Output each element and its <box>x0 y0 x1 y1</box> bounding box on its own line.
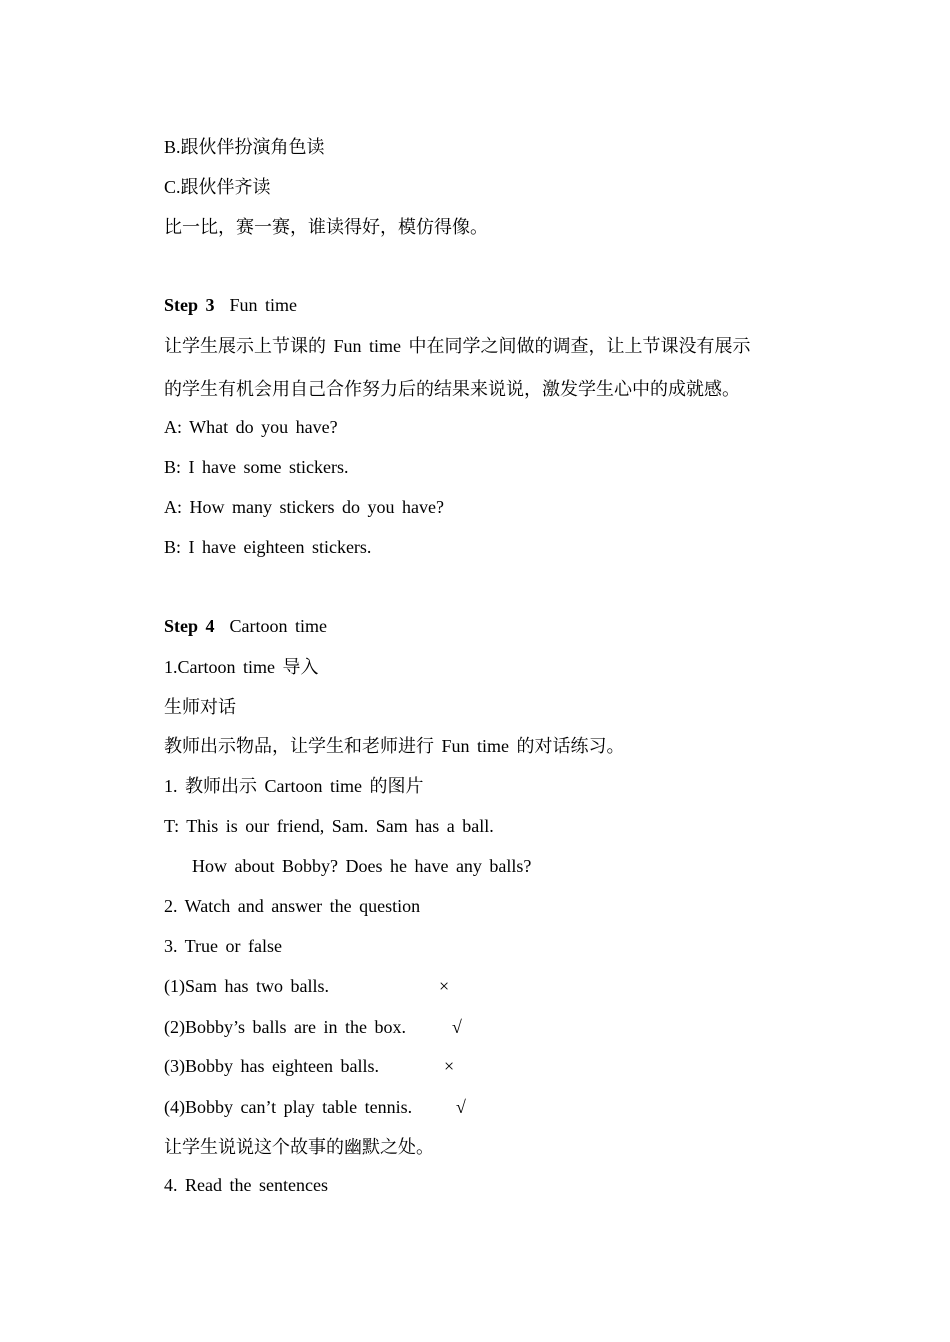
b-read-line: B.跟伙伴扮演角色读 <box>164 137 325 157</box>
cartoon-intro-line: 1.Cartoon time 导入 <box>164 657 319 677</box>
list-item-3: 3. True or false <box>164 936 282 956</box>
step4-label: Step 4 <box>164 616 215 636</box>
step3-label: Step 3 <box>164 295 215 315</box>
step3-heading <box>164 293 297 317</box>
compete-line: 比一比，赛一赛，谁读得好，模仿得像。 <box>164 217 488 237</box>
step3-desc-line-1: 让学生展示上节课的 Fun time 中在同学之间做的调查，让上节课没有展示 <box>164 336 751 356</box>
dialog-line-1: A: What do you have? <box>164 417 338 437</box>
false-mark-3: × <box>444 1056 455 1076</box>
true-false-item-4: (4)Bobby can’t play table tennis. <box>164 1097 413 1117</box>
list-item-4: 4. Read the sentences <box>164 1175 328 1195</box>
true-mark-4: √ <box>456 1097 466 1117</box>
dialog-line-4: B: I have eighteen stickers. <box>164 537 372 557</box>
list-item-2: 2. Watch and answer the question <box>164 896 421 916</box>
teacher-show-line: 教师出示物品，让学生和老师进行 Fun time 的对话练习。 <box>164 736 625 756</box>
true-mark-2: √ <box>452 1017 462 1037</box>
dialog-line-2: B: I have some stickers. <box>164 457 349 477</box>
true-false-item-3: (3)Bobby has eighteen balls. <box>164 1056 379 1076</box>
c-read-line: C.跟伙伴齐读 <box>164 177 271 197</box>
step3-title: Fun time <box>229 295 298 315</box>
true-false-item-2: (2)Bobby’s balls are in the box. <box>164 1017 406 1037</box>
step4-heading <box>164 614 327 638</box>
teacher-line-2: How about Bobby? Does he have any balls? <box>192 856 532 876</box>
true-false-item-1: (1)Sam has two balls. <box>164 976 329 996</box>
false-mark-1: × <box>439 976 450 996</box>
humor-line: 让学生说说这个故事的幽默之处。 <box>164 1137 434 1157</box>
step4-title: Cartoon time <box>229 616 327 636</box>
teacher-line-1: T: This is our friend, Sam. Sam has a ball. <box>164 816 494 836</box>
list-item-1: 1. 教师出示 Cartoon time 的图片 <box>164 776 424 796</box>
dialog-line-3: A: How many stickers do you have? <box>164 497 444 517</box>
step3-desc-line-2: 的学生有机会用自己合作努力后的结果来说说，激发学生心中的成就感。 <box>164 379 740 399</box>
teacher-student-talk-line: 生师对话 <box>164 697 236 717</box>
